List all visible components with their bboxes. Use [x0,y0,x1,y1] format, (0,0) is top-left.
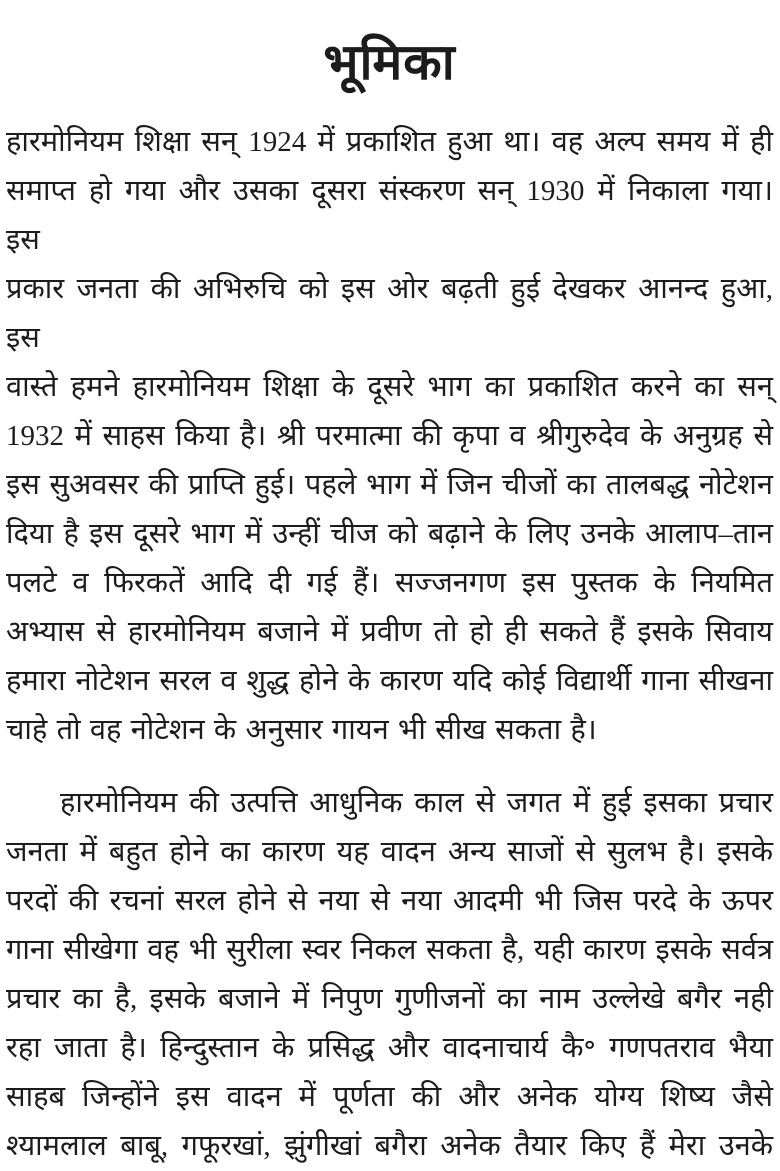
text-line: पलटे व फिरकतें आदि दी गई हैं। सज्जनगण इस पुस्तक के नियमित [6,567,773,599]
text-line: साहब जिन्होंने इस वादन में पूर्णता की और अनेक योग्य शिष्य जैसे [6,1081,773,1113]
text-line: हारमोनियम की उत्पत्ति आधुनिक काल से जगत में हुई इसका प्रचार [60,787,773,819]
paragraph-1 [6,118,773,755]
text-line: दिया है इस दूसरे भाग में उन्हीं चीज को बढ़ाने के लिए उनके आलाप–तान [6,518,773,550]
text-line: हारमोनियम शिक्षा सन् 1924 में प्रकाशित हुआ था। वह अल्प समय में ही [6,126,773,158]
text-line: समाप्त हो गया और उसका दूसरा संस्करण सन् 1930 में निकाला गया। इस [6,175,773,256]
text-line: गाना सीखेगा वह भी सुरीला स्वर निकल सकता है, यही कारण इसके सर्वत्र [6,934,773,966]
text-line: अभ्यास से हारमोनियम बजाने में प्रवीण तो हो ही सकते हैं इसके सिवाय [6,616,773,648]
page-title: भूमिका [323,34,456,90]
text-line: प्रकार जनता की अभिरुचि को इस ओर बढ़ती हुई देखकर आनन्द हुआ, इस [6,273,773,354]
text-line: प्रचार का है, इसके बजाने में निपुण गुणीजनों का नाम उल्लेखे बगैर नही [6,983,773,1015]
text-line: इस सुअवसर की प्राप्ति हुई। पहले भाग में जिन चीजों का तालबद्ध नोटेशन [6,469,773,501]
text-line: चाहे तो वह नोटेशन के अनुसार गायन भी सीख सकता है। [6,714,597,746]
text-line: 1932 में साहस किया है। श्री परमात्मा की कृपा व श्रीगुरुदेव के अनुग्रह से [6,420,773,452]
text-line: हमारा नोटेशन सरल व शुद्ध होने के कारण यदि कोई विद्यार्थी गाना सीखना [6,665,773,697]
text-line: परदों की रचनां सरल होने से नया से नया आदमी भी जिस परदे के ऊपर [6,885,773,917]
text-line: जनता में बहुत होने का कारण यह वादन अन्य साजों से सुलभ है। इसके [6,836,773,868]
text-line: वास्ते हमने हारमोनियम शिक्षा के दूसरे भाग का प्रकाशित करने का सन् [6,371,773,403]
text-line: श्यामलाल बाबू, गफूरखां, झुंगीखां बगैरा अनेक तैयार किए हैं मेरा उनके [6,1130,773,1162]
paragraph-2 [6,779,773,1171]
text-line: रहा जाता है। हिन्दुस्तान के प्रसिद्ध और वादनाचार्य कै॰ गणपतराव भैया [6,1032,773,1064]
